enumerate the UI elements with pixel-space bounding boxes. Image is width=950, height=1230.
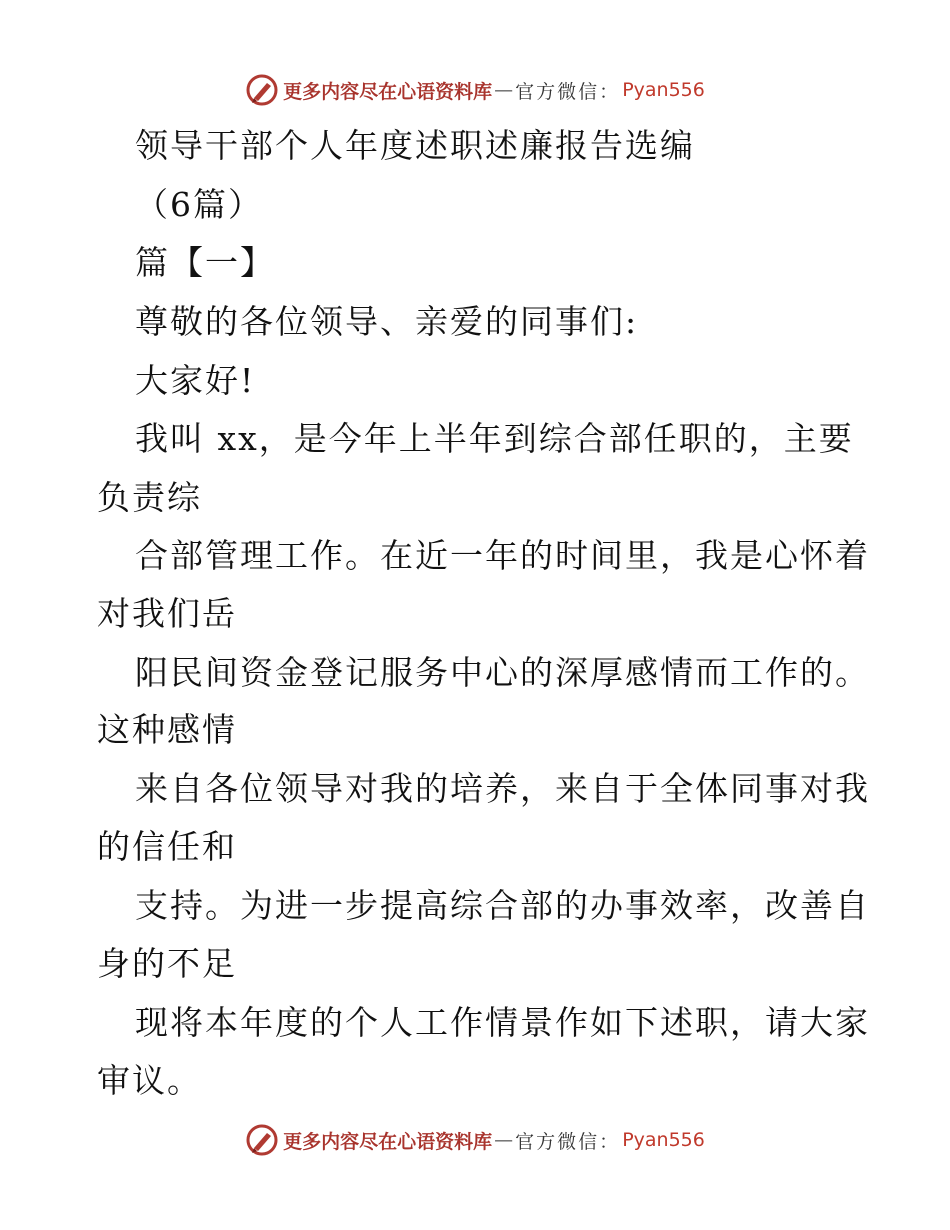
banner-wechat-id: Pyan556 — [622, 79, 705, 101]
body-line: 来自各位领导对我的培养，来自于全体同事对我 — [135, 769, 870, 808]
banner-dash: — — [494, 79, 514, 101]
body-line-continuation: 这种感情 — [97, 710, 237, 749]
banner-brand-text: 更多内容尽在心语资料库 — [283, 80, 493, 103]
body-line: 阳民间资金登记服务中心的深厚感情而工作的。 — [135, 653, 870, 692]
body-line: 支持。为进一步提高综合部的办事效率，改善自 — [135, 886, 870, 925]
greeting: 大家好! — [135, 361, 256, 400]
salutation: 尊敬的各位领导、亲爱的同事们: — [135, 302, 639, 341]
body-line: 我叫 xx，是今年上半年到综合部任职的，主要 — [135, 419, 854, 458]
body-line: 现将本年度的个人工作情景作如下述职，请大家 — [135, 1003, 870, 1042]
banner-wechat-label: 官方微信： — [515, 80, 621, 103]
body-line-continuation: 的信任和 — [97, 827, 237, 866]
banner-wechat-label: 官方微信： — [515, 1130, 621, 1153]
section-heading: 篇【一】 — [135, 243, 275, 282]
document-title-line-1: 领导干部个人年度述职述廉报告选编 — [135, 126, 695, 165]
body-line: 合部管理工作。在近一年的时间里，我是心怀着 — [135, 536, 870, 575]
header-watermark-banner — [0, 70, 950, 110]
body-line-continuation: 身的不足 — [97, 944, 237, 983]
banner-wechat-id: Pyan556 — [622, 1129, 705, 1151]
pen-logo-icon — [245, 73, 279, 107]
document-title-line-2: （6篇） — [135, 185, 263, 224]
banner-brand-text: 更多内容尽在心语资料库 — [283, 1130, 493, 1153]
body-line-continuation: 对我们岳 — [97, 594, 237, 633]
banner-dash: — — [494, 1129, 514, 1151]
body-line-continuation: 负责综 — [97, 478, 202, 517]
footer-watermark-banner — [0, 1120, 950, 1160]
body-line-continuation: 审议。 — [97, 1061, 202, 1100]
pen-logo-icon — [245, 1123, 279, 1157]
